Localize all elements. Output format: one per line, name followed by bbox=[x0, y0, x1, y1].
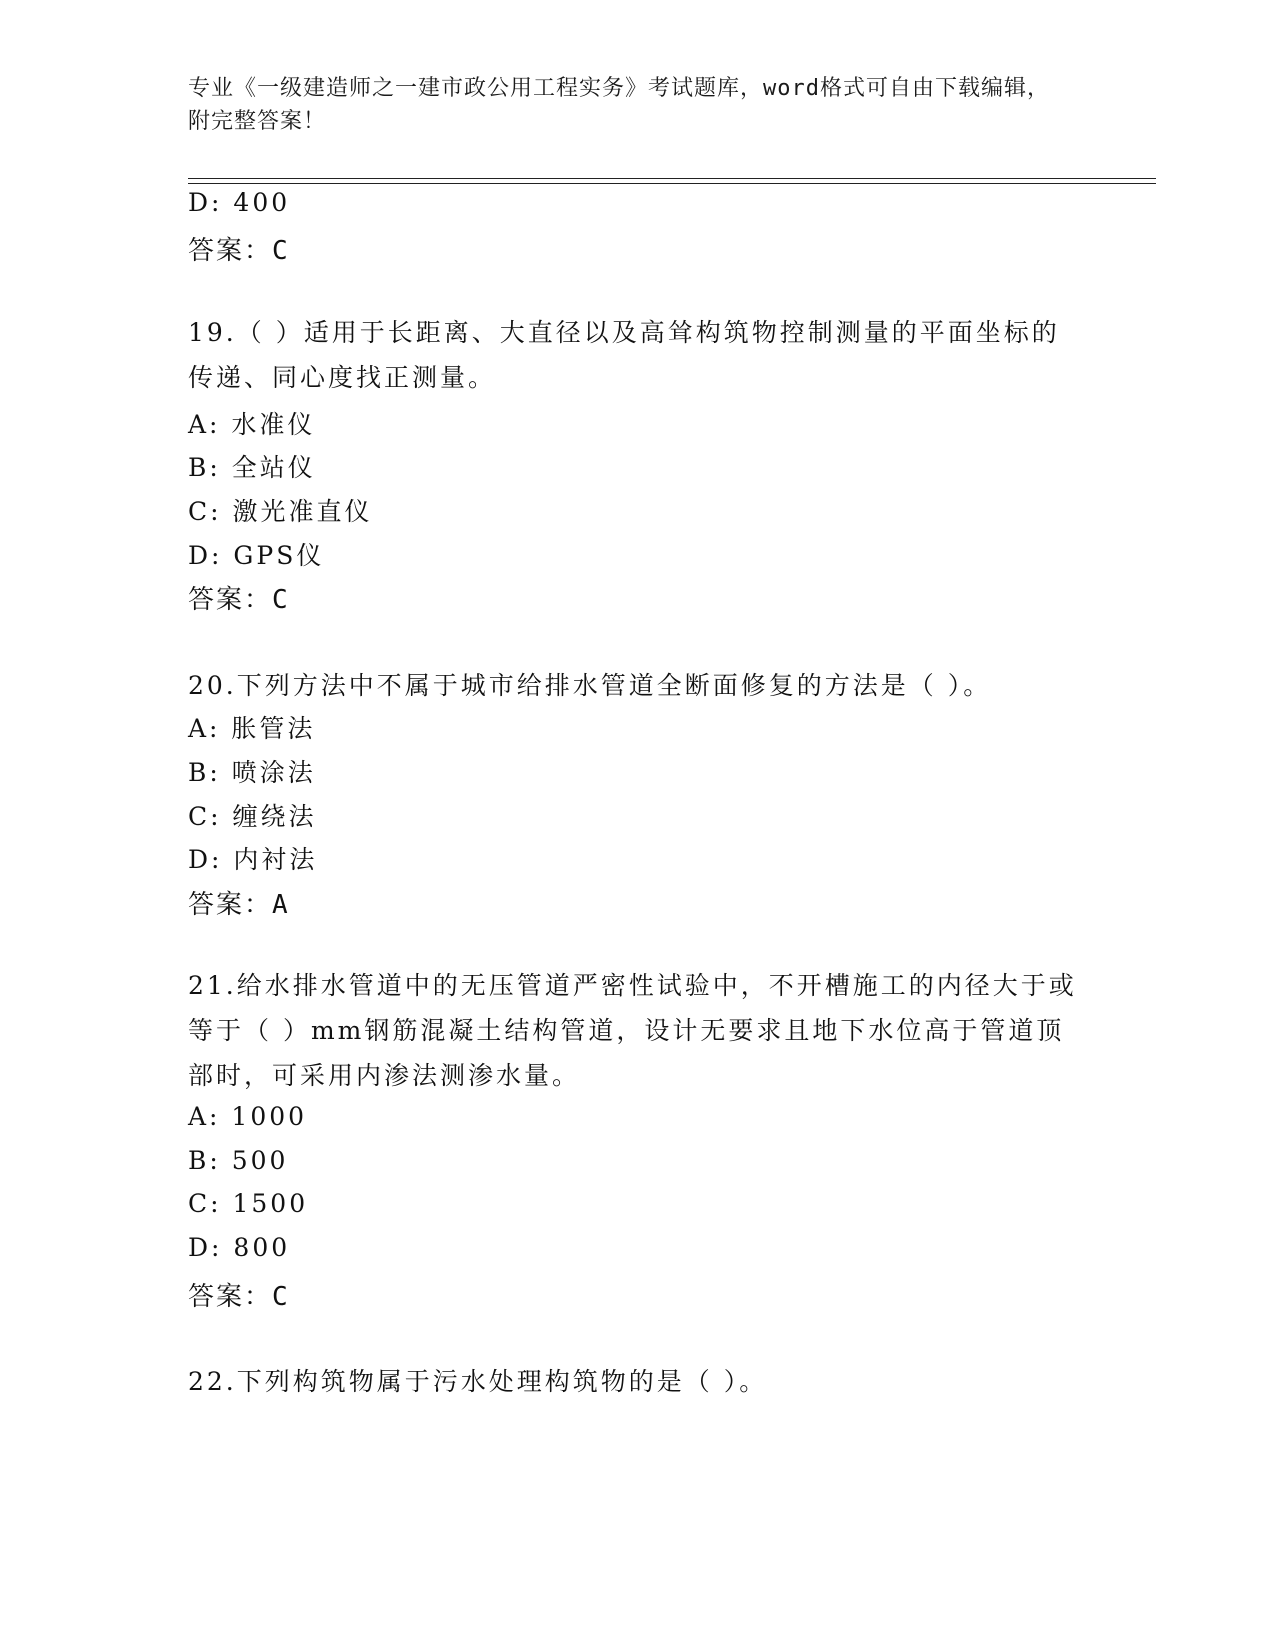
option-a-q20: A: 胀管法 bbox=[188, 714, 316, 743]
answer-q20: 答案：A bbox=[188, 890, 290, 920]
question-20: 20.下列方法中不属于城市给排水管道全断面修复的方法是（ ）。 bbox=[188, 671, 992, 700]
option-d-q21: D: 800 bbox=[188, 1233, 291, 1262]
option-b-q21: B: 500 bbox=[188, 1146, 289, 1175]
document-header: 专业《一级建造师之一建市政公用工程实务》考试题库，word格式可自由下载编辑，附完整答案！ bbox=[188, 76, 1050, 134]
option-d-q19: D: GPS仪 bbox=[188, 541, 325, 570]
question-19: 19.（ ）适用于长距离、大直径以及高耸构筑物控制测量的平面坐标的传递、同心度找正测量。 bbox=[188, 318, 1060, 392]
option-a-q19: A: 水准仪 bbox=[188, 410, 316, 439]
answer-q19: 答案：C bbox=[188, 585, 290, 615]
option-d-q18: D: 400 bbox=[188, 188, 291, 217]
header-divider-top bbox=[188, 178, 1156, 179]
answer-q21: 答案：C bbox=[188, 1282, 290, 1312]
option-d-q20: D: 内衬法 bbox=[188, 845, 318, 874]
option-b-q20: B: 喷涂法 bbox=[188, 758, 316, 787]
option-a-q21: A: 1000 bbox=[188, 1102, 308, 1131]
option-c-q21: C: 1500 bbox=[188, 1189, 309, 1218]
option-c-q20: C: 缠绕法 bbox=[188, 802, 317, 831]
header-divider-bottom bbox=[188, 183, 1156, 184]
option-c-q19: C: 激光准直仪 bbox=[188, 497, 373, 526]
question-21: 21.给水排水管道中的无压管道严密性试验中，不开槽施工的内径大于或等于（ ）mm钢筋混凝土结构管道，设计无要求且地下水位高于管道顶部时，可采用内渗法测渗水量。 bbox=[188, 971, 1077, 1090]
answer-q18: 答案：C bbox=[188, 236, 290, 266]
option-b-q19: B: 全站仪 bbox=[188, 453, 316, 482]
question-22: 22.下列构筑物属于污水处理构筑物的是（ ）。 bbox=[188, 1367, 768, 1396]
